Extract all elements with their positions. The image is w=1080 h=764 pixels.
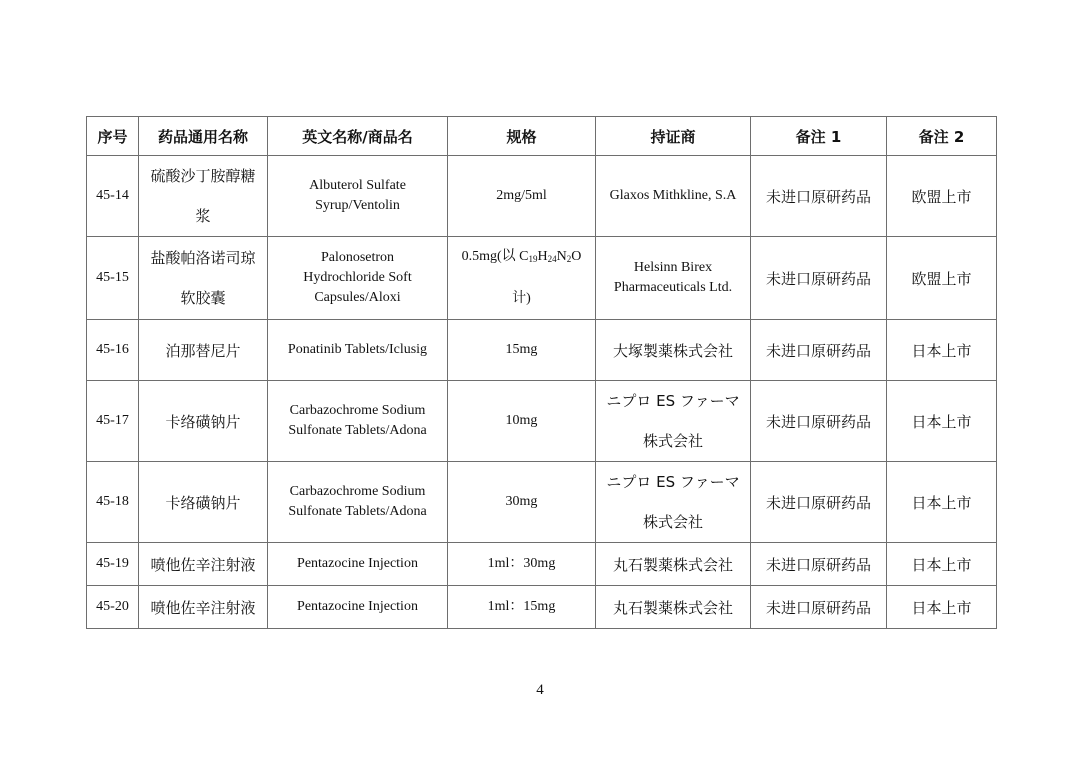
cell-generic-name	[139, 237, 268, 320]
english-name-line2: Hydrochloride Soft	[303, 270, 412, 285]
spec-line1	[462, 249, 582, 264]
cell-english-name: Ponatinib Tablets/Iclusig	[268, 320, 448, 381]
cell-seq: 45-20	[87, 586, 139, 629]
cell-spec: 15mg	[448, 320, 596, 381]
cell-holder	[596, 237, 751, 320]
cell-spec: 10mg	[448, 381, 596, 462]
cell-english-name	[268, 237, 448, 320]
cell-holder: 丸石製薬株式会社	[596, 586, 751, 629]
generic-name-line2: 软胶囊	[180, 289, 226, 307]
cell-spec: 30mg	[448, 462, 596, 543]
cell-seq: 45-17	[87, 381, 139, 462]
cell-holder	[596, 462, 751, 543]
cell-generic-name: 卡络磺钠片	[139, 381, 268, 462]
header-seq: 序号	[87, 117, 139, 156]
cell-holder: 丸石製薬株式会社	[596, 543, 751, 586]
spec-sub-h: 24	[547, 254, 557, 264]
table-row	[87, 237, 997, 320]
cell-note2: 日本上市	[887, 320, 997, 381]
spec-n: N	[556, 249, 567, 264]
cell-generic-name	[139, 156, 268, 237]
generic-name-line1: 硫酸沙丁胺醇糖	[150, 167, 256, 185]
spec-h: H	[537, 249, 548, 264]
english-name-line1: Carbazochrome Sodium	[289, 403, 426, 418]
english-name-line3: Capsules/Aloxi	[314, 290, 401, 305]
holder-line1: ニプロ ES ファーマ	[606, 392, 740, 410]
cell-note2: 日本上市	[887, 462, 997, 543]
english-name-line2: Sulfonate Tablets/Adona	[288, 504, 427, 519]
cell-note2: 日本上市	[887, 381, 997, 462]
english-name-line2: Sulfonate Tablets/Adona	[288, 423, 427, 438]
holder-line1: Helsinn Birex	[633, 260, 713, 275]
header-generic-name: 药品通用名称	[139, 117, 268, 156]
cell-seq: 45-14	[87, 156, 139, 237]
cell-seq: 45-18	[87, 462, 139, 543]
cell-spec: 2mg/5ml	[448, 156, 596, 237]
cell-note1: 未进口原研药品	[751, 156, 887, 237]
holder-line2: 株式会社	[642, 432, 703, 450]
cell-generic-name: 卡络磺钠片	[139, 462, 268, 543]
cell-note1: 未进口原研药品	[751, 543, 887, 586]
spec-prefix: 0.5mg(以 C	[461, 249, 529, 264]
holder-line1: ニプロ ES ファーマ	[606, 473, 740, 491]
english-name-line2: Syrup/Ventolin	[315, 198, 400, 213]
cell-seq: 45-15	[87, 237, 139, 320]
cell-note2: 日本上市	[887, 543, 997, 586]
cell-note1: 未进口原研药品	[751, 237, 887, 320]
english-name-line1: Carbazochrome Sodium	[289, 484, 426, 499]
cell-english-name: Pentazocine Injection	[268, 543, 448, 586]
cell-generic-name: 泊那替尼片	[139, 320, 268, 381]
cell-english-name: Pentazocine Injection	[268, 586, 448, 629]
cell-holder: 大塚製薬株式会社	[596, 320, 751, 381]
table-header-row	[87, 117, 997, 156]
cell-note1: 未进口原研药品	[751, 381, 887, 462]
cell-note1: 未进口原研药品	[751, 462, 887, 543]
english-name-line1: Palonosetron	[320, 250, 395, 265]
spec-sub-c: 19	[528, 254, 538, 264]
table-row	[87, 586, 997, 629]
header-note1: 备注 1	[751, 117, 887, 156]
cell-english-name	[268, 381, 448, 462]
cell-spec: 1ml：30mg	[448, 543, 596, 586]
spec-sub-n: 2	[566, 254, 572, 264]
drug-list-table	[86, 116, 997, 629]
cell-generic-name: 喷他佐辛注射液	[139, 586, 268, 629]
cell-note1: 未进口原研药品	[751, 320, 887, 381]
cell-generic-name: 喷他佐辛注射液	[139, 543, 268, 586]
cell-english-name	[268, 462, 448, 543]
cell-note2: 欧盟上市	[887, 237, 997, 320]
cell-holder: Glaxos Mithkline, S.A	[596, 156, 751, 237]
table-row	[87, 156, 997, 237]
cell-note1: 未进口原研药品	[751, 586, 887, 629]
header-holder: 持证商	[596, 117, 751, 156]
header-note2: 备注 2	[887, 117, 997, 156]
spec-o: O	[571, 249, 582, 264]
cell-holder	[596, 381, 751, 462]
generic-name-line1: 盐酸帕洛诺司琼	[150, 249, 256, 267]
cell-seq: 45-19	[87, 543, 139, 586]
page-number: 4	[536, 682, 544, 698]
cell-spec: 1ml：15mg	[448, 586, 596, 629]
generic-name-line2: 浆	[195, 207, 211, 225]
table-row	[87, 320, 997, 381]
header-english-name: 英文名称/商品名	[268, 117, 448, 156]
cell-note2: 日本上市	[887, 586, 997, 629]
cell-english-name	[268, 156, 448, 237]
holder-line2: 株式会社	[642, 513, 703, 531]
cell-seq: 45-16	[87, 320, 139, 381]
spec-line2: 计)	[512, 291, 531, 306]
english-name-line1: Albuterol Sulfate	[309, 178, 406, 193]
header-spec: 规格	[448, 117, 596, 156]
cell-note2: 欧盟上市	[887, 156, 997, 237]
cell-spec	[448, 237, 596, 320]
table-row	[87, 381, 997, 462]
holder-line2: Pharmaceuticals Ltd.	[613, 280, 733, 295]
table-row	[87, 543, 997, 586]
table-row	[87, 462, 997, 543]
